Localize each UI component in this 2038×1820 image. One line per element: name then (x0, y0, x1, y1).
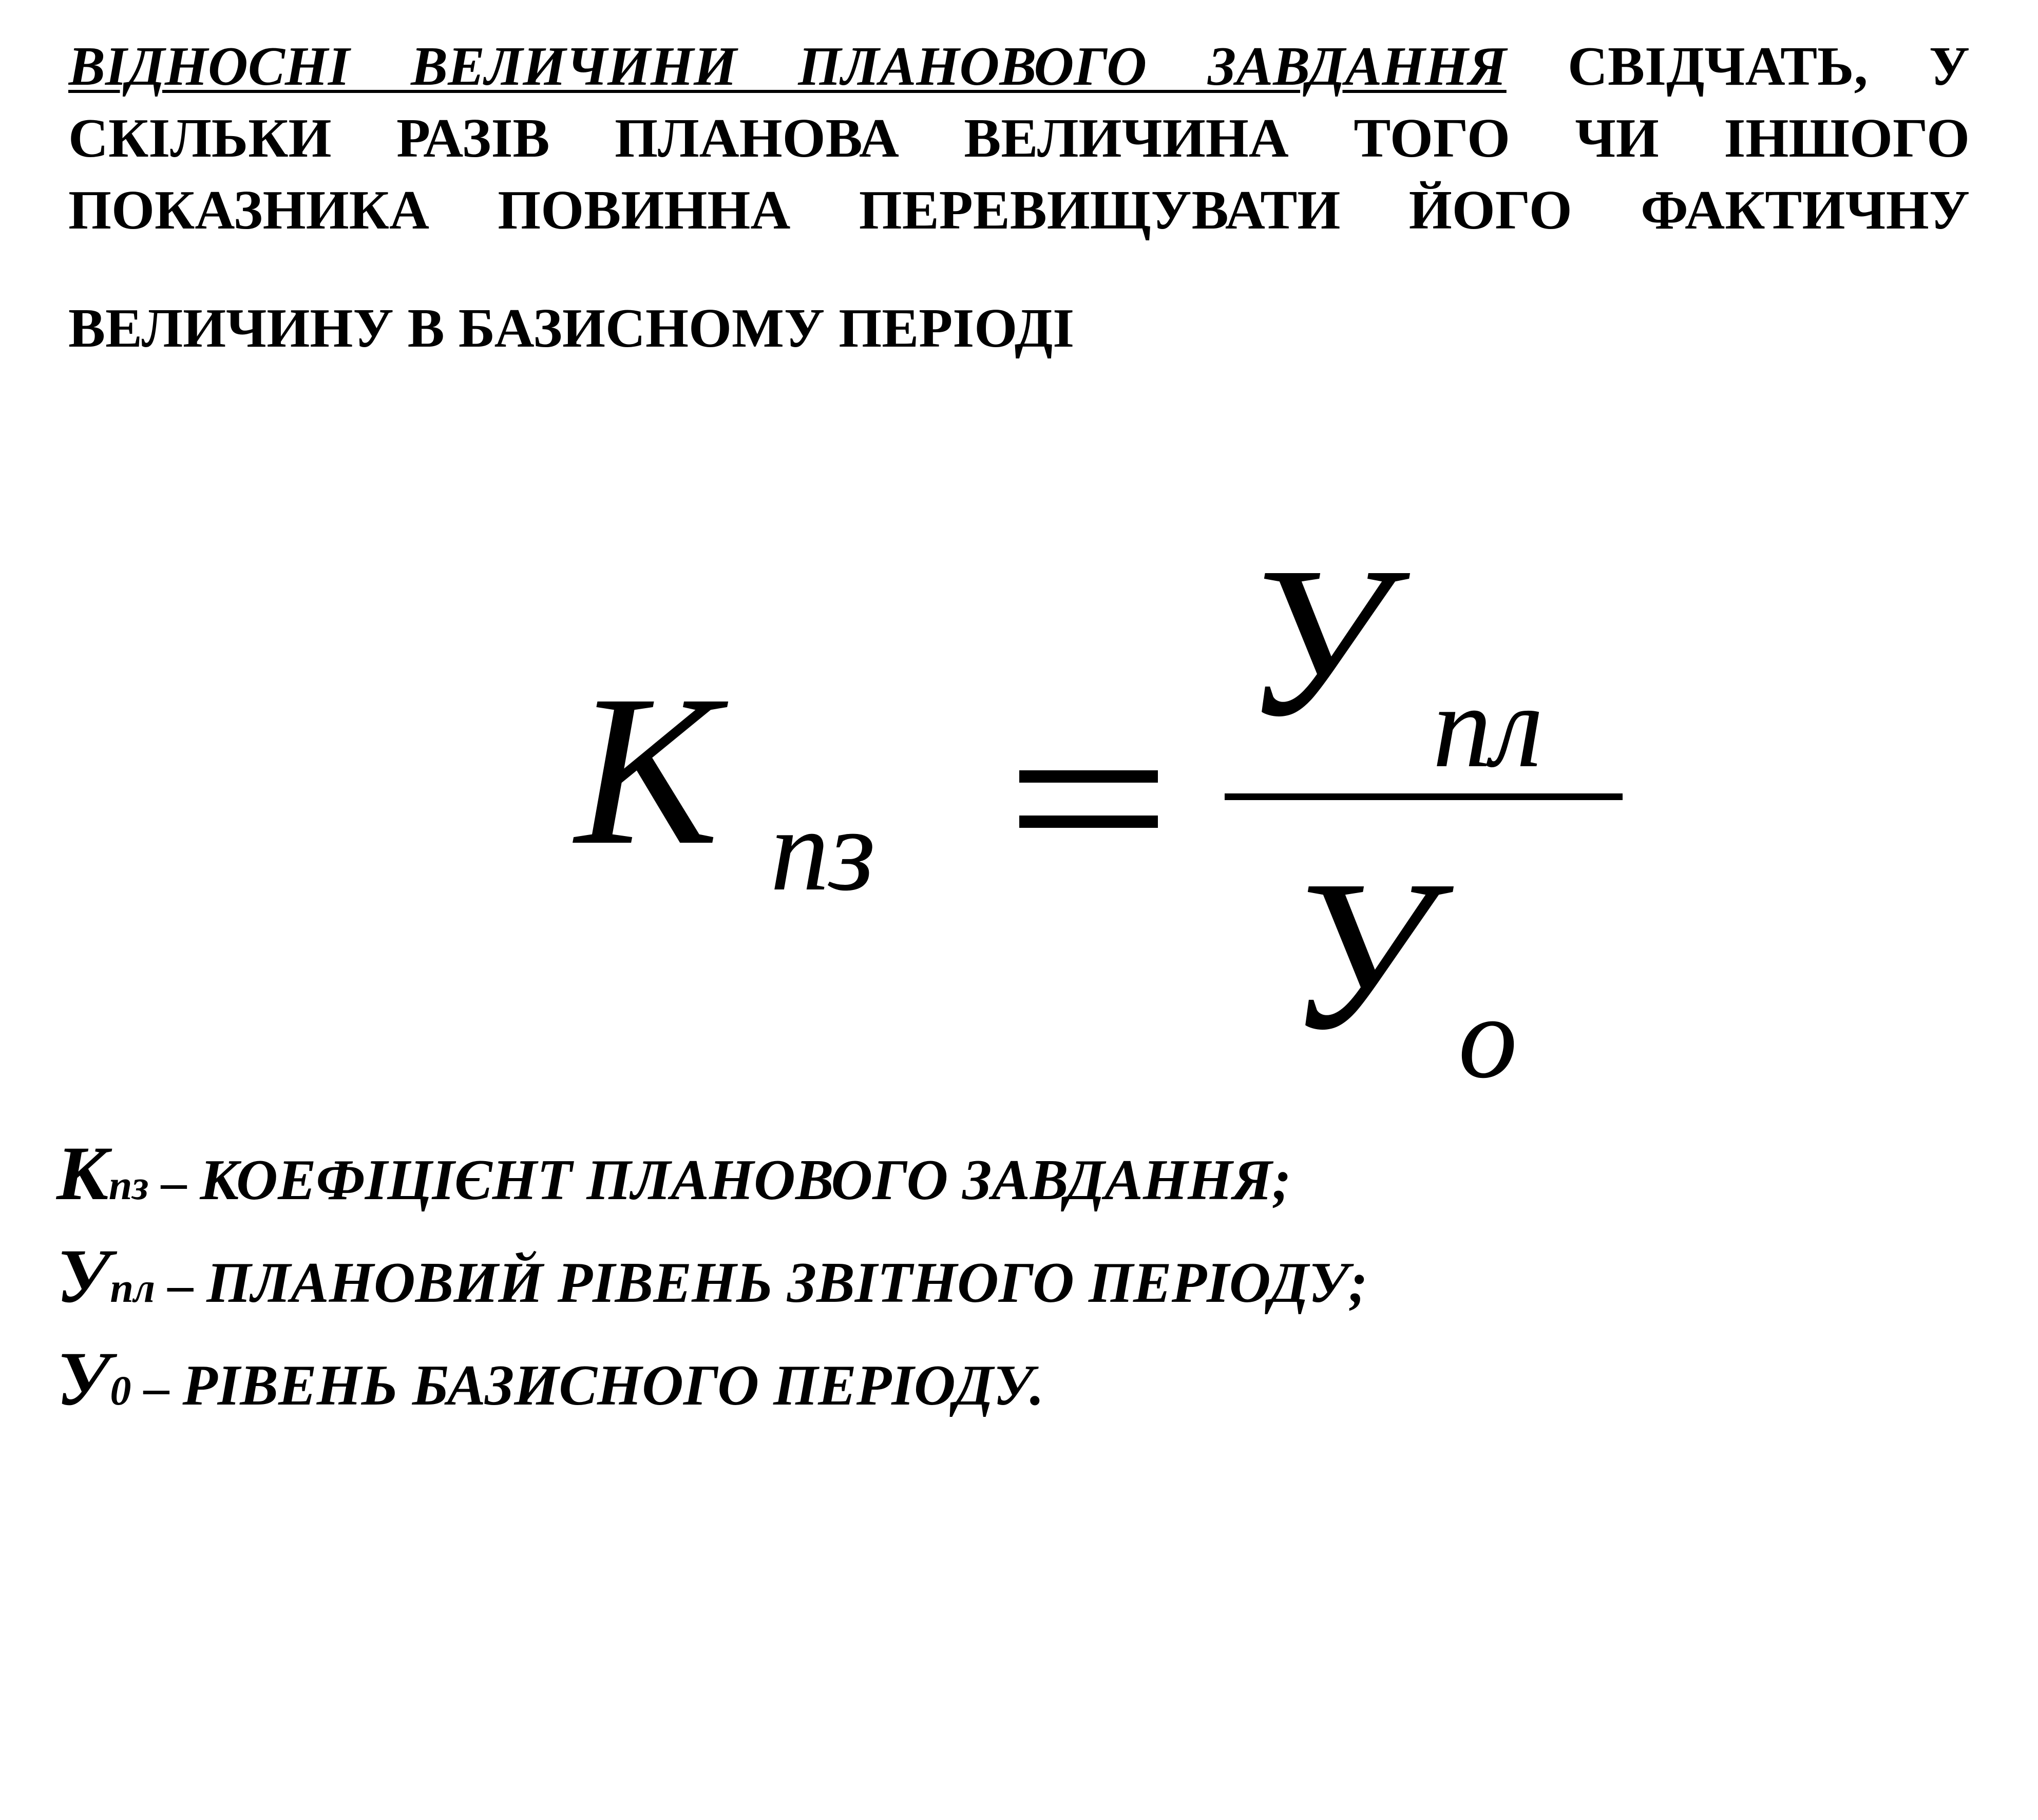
equals-bar-top (1019, 770, 1158, 783)
legend-dash: – (131, 1359, 183, 1416)
equals-bar-bottom (1019, 816, 1158, 828)
legend-symbol: К (56, 1131, 109, 1216)
legend-item-upl (56, 1234, 1368, 1319)
legend-subscript: пз (108, 1162, 149, 1208)
legend-item-u0 (56, 1336, 1044, 1421)
legend-dash: – (155, 1256, 207, 1313)
legend-subscript: пл (110, 1264, 156, 1311)
formula-numerator-symbol: У (1243, 522, 1388, 761)
formula-fraction-bar (1225, 793, 1623, 800)
formula-denominator-subscript: о (1458, 972, 1517, 1103)
formula-lhs-subscript: пз (770, 784, 875, 915)
definition-line-4: ВЕЛИЧИНУ В БАЗИСНОМУ ПЕРІОДІ (68, 298, 1075, 359)
legend-description: КОЕФІЦІЄНТ ПЛАНОВОГО ЗАВДАННЯ; (200, 1148, 1291, 1212)
formula-lhs-symbol: K (575, 651, 719, 889)
definition-paragraph (68, 31, 1970, 247)
definition-term: ВІДНОСНІ ВЕЛИЧИНИ ПЛАНОВОГО ЗАВДАННЯ (68, 36, 1507, 97)
definition-line-1 (68, 31, 1970, 103)
legend-description: ПЛАНОВИЙ РІВЕНЬ ЗВІТНОГО ПЕРІОДУ; (206, 1251, 1368, 1315)
legend-description: РІВЕНЬ БАЗИСНОГО ПЕРІОДУ. (182, 1354, 1044, 1417)
definition-line-3: ПОКАЗНИКА ПОВИННА ПЕРЕВИЩУВАТИ ЙОГО ФАКТИЧНУ (68, 180, 1970, 241)
legend-symbol: У (56, 1336, 110, 1421)
legend-subscript: 0 (110, 1367, 131, 1414)
legend-item-kpz (56, 1131, 1291, 1216)
legend-dash: – (148, 1153, 200, 1210)
legend-symbol: У (56, 1234, 110, 1319)
formula-equals-sign (1019, 770, 1158, 817)
definition-line-2: СКІЛЬКИ РАЗІВ ПЛАНОВА ВЕЛИЧИНА ТОГО ЧИ ІНШОГО (68, 108, 1970, 169)
formula-numerator-subscript: пл (1433, 661, 1544, 792)
definition-line-1-rest: СВІДЧАТЬ, У (1568, 36, 1970, 97)
formula-denominator-symbol: У (1286, 836, 1432, 1074)
